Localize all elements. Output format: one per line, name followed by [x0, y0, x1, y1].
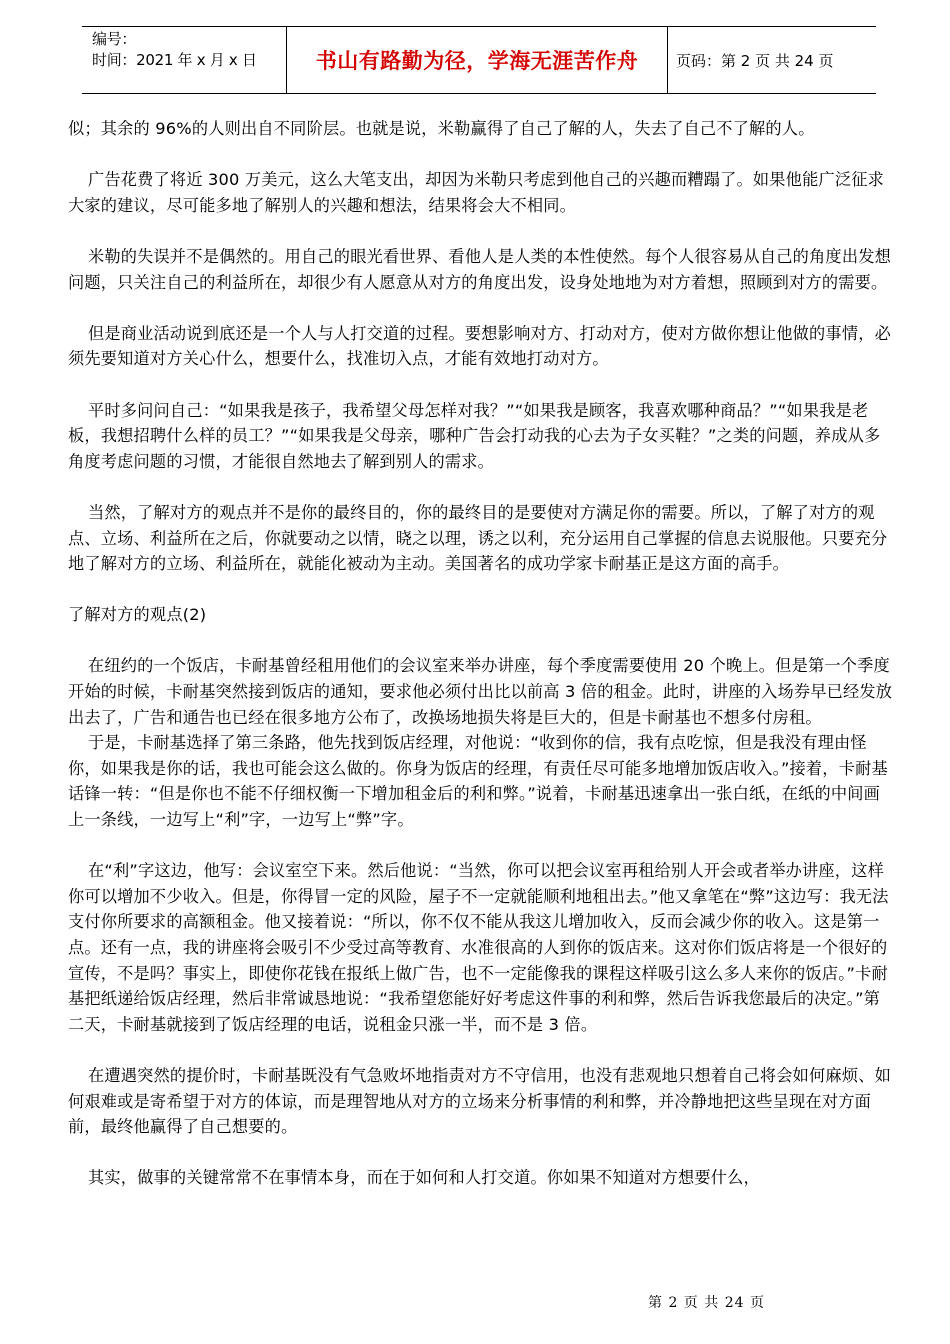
- header-date: 时间：2021 年 x 月 x 日: [92, 51, 257, 69]
- header-page-info: 页码：第 2 页 共 24 页: [676, 51, 834, 70]
- page-header: [82, 26, 876, 94]
- paragraph: 于是，卡耐基选择了第三条路，他先找到饭店经理，对他说：“收到你的信，我有点吃惊，但是我没有理由怪你，如果我是你的话，我也可能会这么做的。你身为饭店的经理，有责任尽可能多地增加饭店收入。”接着，卡耐基话锋一转：“但是你也不能不仔细权衡一下增加租金后的利和弊。”说着，卡耐基迅速拿出一张白纸，在纸的中间画上一条线，一边写上“利”字，一边写上“弊”字。: [68, 733, 888, 830]
- header-motto: 书山有路勤为径，学海无涯苦作舟: [286, 27, 668, 93]
- paragraph: 当然，了解对方的观点并不是你的最终目的，你的最终目的是要使对方满足你的需要。所以，了解了对方的观点、立场、利益所在之后，你就要动之以情，晓之以理，诱之以利，充分运用自己掌握的信息去说服他。只要充分地了解对方的立场、利益所在，就能化被动为主动。美国著名的成功学家卡耐基正是这方面的高手。: [68, 502, 888, 574]
- paragraph: 其实，做事的关键常常不在事情本身，而在于如何和人打交道。你如果不知道对方想要什么，: [88, 1168, 760, 1188]
- paragraph: 似；其余的 96%的人则出自不同阶层。也就是说，米勒赢得了自己了解的人，失去了自己不了解的人。: [68, 119, 815, 138]
- paragraph: 在纽约的一个饭店，卡耐基曾经租用他们的会议室来举办讲座，每个季度需要使用 20 个晚上。但是第一个季度开始的时候，卡耐基突然接到饭店的通知，要求他必须付出比以前高 3 倍的租金。此时，讲座的入场券早已经发放出去了，广告和通告也已经在很多地方公布了，改换场地损失将是巨大的，但是卡耐基也不想多付房租。: [68, 656, 893, 727]
- header-meta: [92, 29, 282, 71]
- document-body: [68, 116, 894, 1217]
- page-footer: 第 2 页 共 24 页: [648, 1295, 765, 1311]
- paragraph: 平时多问问自己：“如果我是孩子，我希望父母怎样对我？”“如果我是顾客，我喜欢哪种商品？”“如果我是老板，我想招聘什么样的员工？”“如果我是父母亲，哪种广告会打动我的心去为子女买鞋？”之类的问题，养成从多角度考虑问题的习惯，才能很自然地去了解到别人的需求。: [68, 400, 881, 471]
- header-number-label: 编号：: [92, 30, 137, 48]
- paragraph: 但是商业活动说到底还是一个人与人打交道的过程。要想影响对方、打动对方，使对方做你想让他做的事情，必须先要知道对方关心什么，想要什么，找准切入点，才能有效地打动对方。: [68, 323, 891, 369]
- section-heading: 了解对方的观点(2): [68, 605, 207, 625]
- paragraph: 广告花费了将近 300 万美元，这么大笔支出，却因为米勒只考虑到他自己的兴趣而糟蹋了。如果他能广泛征求大家的建议，尽可能多地了解别人的兴趣和想法，结果将会大不相同。: [68, 170, 885, 215]
- paragraph: 米勒的失误并不是偶然的。用自己的眼光看世界、看他人是人类的本性使然。每个人很容易从自己的角度出发想问题，只关注自己的利益所在，却很少有人愿意从对方的角度出发，设身处地地为对方着想，照顾到对方的需要。: [68, 246, 891, 292]
- paragraph: 在遭遇突然的提价时，卡耐基既没有气急败坏地指责对方不守信用，也没有悲观地只想着自己将会如何麻烦、如何艰难或是寄希望于对方的体谅，而是理智地从对方的立场来分析事情的利和弊，并冷静地把这些呈现在对方面前，最终他赢得了自己想要的。: [68, 1065, 891, 1137]
- paragraph: 在“利”字这边，他写：会议室空下来。然后他说：“当然，你可以把会议室再租给别人开会或者举办讲座，这样你可以增加不少收入。但是，你得冒一定的风险，屋子不一定就能顺利地租出去。”他又拿笔在“弊”这边写：我无法支付你所要求的高额租金。他又接着说：“所以，你不仅不能从我这儿增加收入，反而会减少你的收入。这是第一点。还有一点，我的讲座将会吸引不少受过高等教育、水准很高的人到你的饭店来。这对你们饭店将是一个很好的宣传，不是吗？事实上，即使你花钱在报纸上做广告，也不一定能像我的课程这样吸引这么多人来你的饭店。”卡耐基把纸递给饭店经理，然后非常诚恳地说：“我希望您能好好考虑这件事的利和弊，然后告诉我您最后的决定。”第二天，卡耐基就接到了饭店经理的电话，说租金只涨一半，而不是 3 倍。: [68, 861, 889, 1034]
